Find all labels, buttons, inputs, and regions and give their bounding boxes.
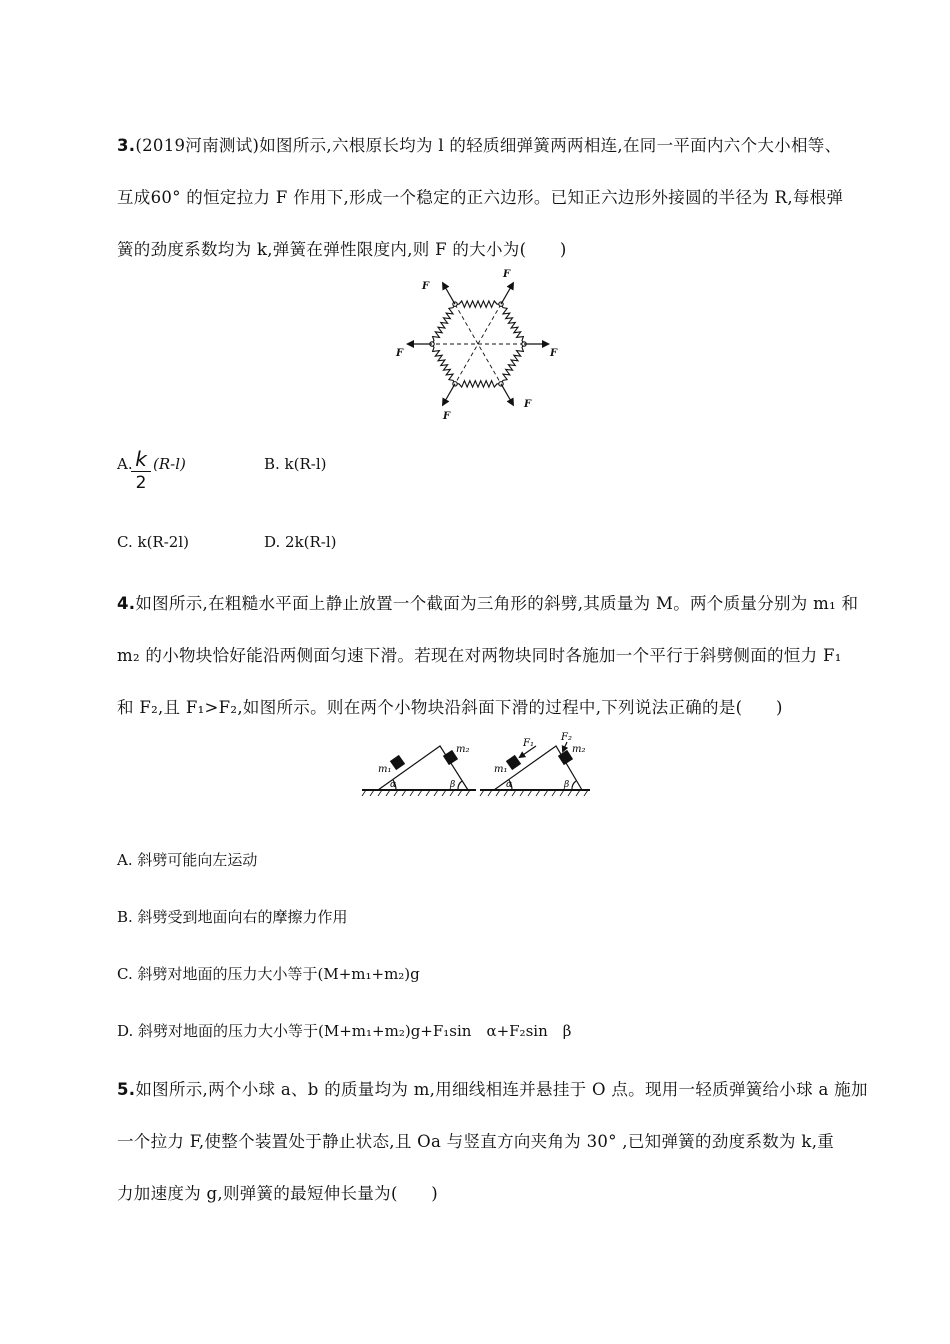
q5-line-1 — [117, 1076, 868, 1100]
hexagon-spring-figure — [396, 268, 558, 423]
q3-line-1 — [117, 132, 841, 156]
q3-option-a-prefix: A. — [117, 455, 133, 473]
label-F1: F₁ — [523, 738, 534, 749]
q5-line-2: 一个拉力 F,使整个装置处于静止状态,且 Oa 与竖直方向夹角为 30° ,已知弹簧的劲度系数为 k,重 — [117, 1132, 835, 1151]
force-label: F — [524, 398, 532, 410]
force-arrow — [443, 283, 455, 304]
label-m2-left: m₂ — [456, 744, 470, 755]
fraction-denominator: 2 — [135, 473, 147, 493]
spring — [501, 344, 524, 384]
label-m1-right: m₁ — [494, 764, 508, 775]
force-label: F — [550, 348, 558, 359]
q5-line-3: 力加速度为 g,则弹簧的最短伸长量为( ) — [117, 1184, 439, 1203]
block-m1-left — [390, 755, 405, 770]
q3-text-1: (2019河南测试)如图所示,六根原长均为 l 的轻质细弹簧两两相连,在同一平面内六个大小相等、 — [135, 136, 842, 155]
force-arrow — [501, 283, 513, 304]
q3-number: 3. — [117, 136, 136, 155]
q3-line-2: 互成60° 的恒定拉力 F 作用下,形成一个稳定的正六边形。已知正六边形外接圆的半径为 R,每根弹 — [117, 188, 844, 207]
label-alpha-right: α — [506, 780, 513, 790]
q4-option-d: D. 斜劈对地面的压力大小等于(M+m₁+m₂)g+F₁sin α+F₂sin β — [117, 1022, 572, 1040]
fraction-numerator: k — [135, 447, 147, 471]
q4-option-a: A. 斜劈可能向左运动 — [117, 851, 258, 869]
q3-option-d: D. 2k(R-l) — [264, 533, 337, 551]
q3-option-a-fraction — [130, 448, 152, 493]
wedge-figures — [360, 732, 600, 802]
q3-option-c: C. k(R-2l) — [117, 533, 189, 551]
q4-option-b: B. 斜劈受到地面向右的摩擦力作用 — [117, 908, 348, 926]
spring — [455, 381, 501, 387]
label-beta-left: β — [450, 780, 456, 790]
spring — [455, 301, 501, 307]
q3-option-a-rest: (R-l) — [153, 455, 186, 473]
spring — [501, 304, 524, 344]
q4-text-1: 如图所示,在粗糙水平面上静止放置一个截面为三角形的斜劈,其质量为 M。两个质量分别为 m₁ 和 — [135, 594, 859, 613]
q5-number: 5. — [117, 1080, 136, 1099]
force-label: F — [421, 281, 430, 293]
force-label: F — [503, 268, 511, 280]
force-arrow — [501, 384, 513, 405]
q4-line-1 — [117, 590, 858, 614]
q4-line-3: 和 F₂,且 F₁>F₂,如图所示。则在两个小物块沿斜面下滑的过程中,下列说法正确的是( ) — [117, 698, 783, 717]
q4-number: 4. — [117, 594, 136, 613]
q3-line-3: 簧的劲度系数均为 k,弹簧在弹性限度内,则 F 的大小为( ) — [117, 240, 567, 259]
q4-option-c: C. 斜劈对地面的压力大小等于(M+m₁+m₂)g — [117, 965, 420, 983]
force-arrow — [443, 384, 455, 405]
force-label: F — [396, 348, 404, 359]
fraction-bar — [131, 471, 151, 472]
label-alpha-left: α — [390, 780, 397, 790]
block-m1-right — [506, 755, 521, 770]
spring — [432, 344, 455, 384]
q4-line-2: m₂ 的小物块恰好能沿两侧面匀速下滑。若现在对两物块同时各施加一个平行于斜劈侧面的恒力 F₁ — [117, 646, 842, 665]
label-m1-left: m₁ — [378, 764, 392, 775]
label-F2: F₂ — [561, 732, 572, 743]
label-m2-right: m₂ — [572, 744, 586, 755]
force-label: F — [442, 411, 451, 423]
spring — [432, 304, 455, 344]
q3-option-b: B. k(R-l) — [264, 455, 327, 473]
q5-text-1: 如图所示,两个小球 a、b 的质量均为 m,用细线相连并悬挂于 O 点。现用一轻质弹簧给小球 a 施加 — [135, 1080, 868, 1099]
label-beta-right: β — [564, 780, 570, 790]
arrow-F2 — [563, 742, 567, 751]
